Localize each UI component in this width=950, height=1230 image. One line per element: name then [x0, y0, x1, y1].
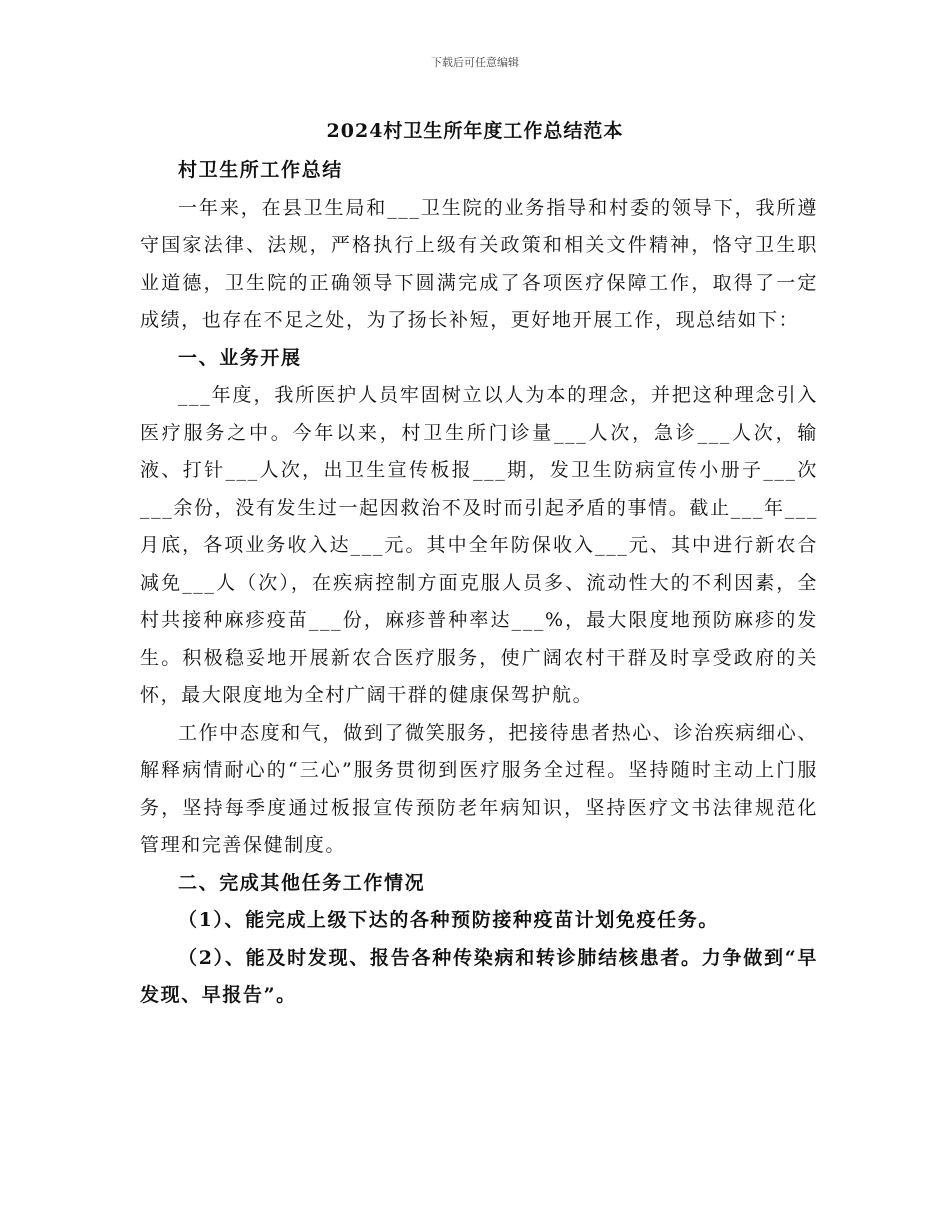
section-1-paragraph-1: ___年度，我所医护人员牢固树立以人为本的理念，并把这种理念引入医疗服务之中。今年以来，村卫生所门诊量___人次，急诊___人次，输液、打针___人次，出卫生宣传板报___期，发卫生防病宣传小册子___次___余份，没有发生过一起因救治不及时而引起矛盾的事情。截止___年___月底，各项业务收入达___元。其中全年防保收入___元、其中进行新农合减免___人（次），在疾病控制方面克服人员多、流动性大的不利因素，全村共接种麻疹疫苗___份，麻疹普种率达___%，最大限度地预防麻疹的发生。积极稳妥地开展新农合医疗服务，使广阔农村干群及时享受政府的关怀，最大限度地为全村广阔干群的健康保驾护航。 — [140, 384, 818, 706]
intro-paragraph: 一年来，在县卫生局和___卫生院的业务指导和村委的领导下，我所遵守国家法律、法规，严格执行上级有关政策和相关文件精神，恪守卫生职业道德，卫生院的正确领导下圆满完成了各项医疗保障工作，取得了一定成绩，也存在不足之处，为了扬长补短，更好地开展工作，现总结如下： — [140, 196, 818, 331]
section-2-heading: 二、完成其他任务工作情况 — [178, 871, 426, 894]
subtitle-heading: 村卫生所工作总结 — [178, 159, 343, 181]
section-2-item-1: （1）、能完成上级下达的各种预防接种疫苗计划免疫任务。 — [178, 909, 719, 931]
section-1-paragraph-2: 工作中态度和气，做到了微笑服务，把接待患者热心、诊治疾病细心、解释病情耐心的“三心”服务贯彻到医疗服务全过程。坚持随时主动上门服务，坚持每季度通过板报宣传预防老年病知识，坚持医疗文书法律规范化管理和完善保健制度。 — [140, 721, 818, 856]
document-title: 2024村卫生所年度工作总结范本 — [326, 120, 624, 142]
page-header: 下载后可任意编辑 — [431, 56, 519, 69]
section-2-item-2: （2）、能及时发现、报告各种传染病和转诊肺结核患者。力争做到“早发现、早报告”。 — [140, 946, 818, 1006]
document-body — [140, 152, 818, 1015]
section-1-heading: 一、业务开展 — [178, 346, 302, 369]
